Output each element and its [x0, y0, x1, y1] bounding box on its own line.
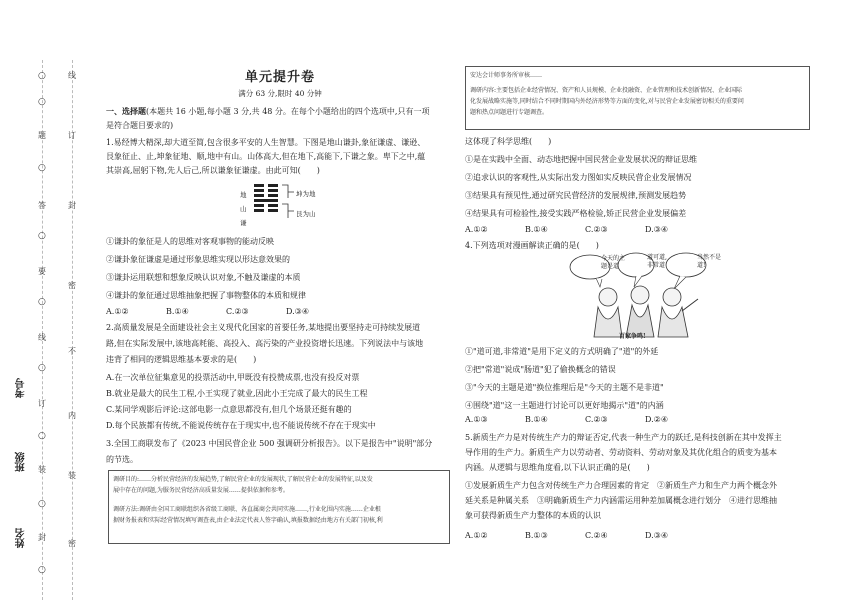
choice-b[interactable]: B.①④: [525, 415, 548, 424]
punch-hole: ○: [38, 97, 46, 107]
excerpt-line: 据财务报表和实际经营情况填写调查表,由企业法定代表人签字确认,填报数据经由地方有关部门初核,利: [113, 517, 383, 524]
bubble-line: 题是道: [601, 263, 620, 270]
seal-char: 题: [38, 131, 46, 140]
seal-char: 装: [68, 471, 76, 480]
binding-margin: [0, 0, 96, 608]
cut-line-outer: [42, 60, 43, 600]
choice-a[interactable]: A.①③: [465, 415, 488, 424]
question-1-option: ②谦卦象征谦虚是通过形象思维实现以形达意效果的: [106, 255, 290, 264]
hexagram-label-upper: 坤为地: [296, 190, 316, 198]
bubble-line: 当然不是: [697, 254, 722, 261]
choice-a[interactable]: A.①②: [465, 531, 488, 540]
question-2-option[interactable]: B.就业是最大的民生工程,小王实现了就业,因此小王完成了最大的民生工程: [106, 389, 368, 398]
question-1-option: ④谦卦的象征通过思维抽象把握了事物整体的本质和规律: [106, 291, 306, 300]
seal-char: 内: [68, 411, 76, 420]
question-2-stem: 违背了相同的逻辑思维基本要求的是( ): [106, 355, 257, 364]
question-1-stem: 1.易经博大精深,却大道至简,包含很多平安的人生智慧。下图是地山谦卦,象征谦虚、谦逊、: [106, 138, 426, 147]
hexagram-label: 地: [240, 191, 247, 199]
qian-hexagram-figure: [254, 184, 278, 214]
punch-hole: ○: [38, 71, 46, 81]
cartoon-caption: 百家争鸣!: [619, 333, 646, 340]
choice-c[interactable]: C.②③: [226, 307, 249, 316]
question-3-stem: 的节选。: [106, 455, 138, 464]
punch-hole: ○: [38, 499, 46, 509]
choice-d[interactable]: D.②④: [645, 415, 669, 424]
seal-char: 密: [68, 539, 76, 548]
seal-char: 答: [38, 201, 46, 210]
question-3-option: ④结果具有可检验性,接受实践严格检验,矫正民营企业发展偏差: [465, 209, 687, 218]
hexagram-label: 谦: [240, 219, 247, 227]
question-3-option: ③结果具有预见性,通过研究民营经济的发展规律,预测发展趋势: [465, 191, 687, 200]
question-2-option[interactable]: A.在一次单位征集意见的投票活动中,甲既没有投赞成票,也没有投反对票: [106, 373, 360, 382]
question-3-sub-stem: 这体现了科学思维( ): [465, 137, 552, 146]
punch-hole: ○: [38, 297, 46, 307]
choice-c[interactable]: C.②③: [585, 225, 608, 234]
name-label: 姓名: [16, 528, 27, 548]
question-5-option: ①发展新质生产力包含对传统生产力合理因素的肯定 ②新质生产力和生产力两个概念外: [465, 481, 777, 490]
section-desc: (本题共 16 小题,每小题 3 分,共 48 分。在每个小题给出的四个选项中,只有一项: [146, 107, 430, 116]
choice-c[interactable]: C.②③: [585, 415, 608, 424]
bubble-line: 道!: [697, 262, 706, 269]
section-desc: 是符合题目要求的): [106, 121, 174, 130]
question-5-option: 延关系是种属关系 ③明确新质生产力内涵需运用种差加属概念进行划分 ④进行思维抽: [465, 496, 777, 505]
bubble-line: 非常道: [647, 262, 666, 269]
question-4-option: ②把"常道"说成"肠道"犯了偷换概念的错误: [465, 365, 616, 374]
question-5-stem: 导作用的生产力。新质生产力以劳动者、劳动资料、劳动对象及其优化组合的质变为基本: [465, 448, 777, 457]
speech-bubble-2: [647, 254, 667, 270]
excerpt-line: 调研内容:主要包括企业经营情况、资产和人员规模、企业投融资、企业管理和技术创新情况、企业国际: [470, 87, 743, 94]
question-4-option: ④围绕"道"这一主题进行讨论可以更好地揭示"道"的内涵: [465, 401, 664, 410]
seal-char: 不: [68, 347, 76, 356]
seal-char: 封: [68, 201, 76, 210]
section-heading: [106, 106, 429, 117]
question-4-option: ①"道可道,非常道"是用下定义的方式明确了"道"的外延: [465, 347, 659, 356]
bubble-line: 今天的主: [601, 255, 626, 262]
question-3-option: ①是在实践中全面、动态地把握中国民营企业发展状况的辩证思维: [465, 155, 697, 164]
question-4-stem: 4.下列选项对漫画解读正确的是( ): [465, 241, 599, 250]
seal-char: 订: [38, 399, 46, 408]
punch-hole: ○: [38, 363, 46, 373]
page-title: 单元提升卷: [244, 70, 315, 85]
question-3-option: ②追求认识的客观性,从实际出发力图如实反映民营企业发展情况: [465, 173, 692, 182]
seal-char: 线: [68, 71, 76, 80]
seal-char: 密: [68, 281, 76, 290]
seal-char: 封: [38, 533, 46, 542]
question-2-stem: 2.高质量发展是全面建设社会主义现代化国家的首要任务,某地提出要坚持走可持续发展道: [106, 323, 421, 332]
question-1-stem: 其崇高,屈躬下物,先人后己,所以谦象征谦虚。由此可知( ): [106, 166, 320, 175]
choice-a[interactable]: A.①②: [465, 225, 488, 234]
section-title: 一、选择题: [106, 106, 146, 116]
choice-d[interactable]: D.③④: [645, 531, 669, 540]
excerpt-line: 展中存在的问题,为服务民营经济高质量发展……提供依据和参考。: [113, 487, 289, 494]
choice-d[interactable]: D.③④: [645, 225, 669, 234]
choice-b[interactable]: B.①③: [525, 531, 548, 540]
question-3-stem: 3.全国工商联发布了《2023 中国民营企业 500 强调研分析报告》。以下是报告中"说明"部分: [106, 439, 433, 448]
cut-line-inner: [72, 60, 73, 600]
speech-bubble-1: [601, 255, 625, 271]
speech-bubble-3: [697, 254, 721, 270]
choice-b[interactable]: B.①④: [525, 225, 548, 234]
question-1-option: ③谦卦运用联想和想象反映认识对象,不触及谦虚的本质: [106, 273, 301, 282]
question-2-stem: 路,但在实际发展中,该地高耗能、高投入、高污染的产业投资增长迅速。下列说法中与该地: [106, 339, 424, 348]
question-4-option: ③"今天的主题是道"换位推理后是"今天的主题不是非道": [465, 383, 664, 392]
punch-hole: ○: [38, 163, 46, 173]
report-excerpt-box: [108, 470, 450, 544]
question-5-option: 象可获得新质生产力整体的本质的认识: [465, 511, 601, 520]
hexagram-bracket: [280, 184, 296, 220]
choice-a[interactable]: A.①②: [106, 307, 129, 316]
class-label: 班级: [16, 452, 27, 472]
seal-char: 线: [38, 333, 46, 342]
choice-d[interactable]: D.③④: [286, 307, 310, 316]
excerpt-line: 化发展战略实施等,同时结合不同时期国内外经济形势等方面的变化,对与民营企业发展密切相关的重要问: [470, 98, 744, 105]
punch-hole: ○: [38, 565, 46, 575]
debate-cartoon: [556, 251, 716, 343]
punch-hole: ○: [38, 231, 46, 241]
seal-char: 装: [38, 465, 46, 474]
punch-hole: ○: [38, 431, 46, 441]
exam-number-label: 考号: [16, 378, 27, 398]
question-5-stem: 内涵。从逻辑与思维角度看,以下认识正确的是( ): [465, 463, 650, 472]
bubble-line: 道可道,: [647, 254, 667, 261]
excerpt-line: 安达会计师事务所审核……: [470, 72, 543, 79]
hexagram-label: 山: [240, 205, 247, 213]
excerpt-line: 题和热点问题进行专题调查。: [470, 109, 549, 116]
excerpt-line: 调研目的:……分析民营经济的发展趋势,了解民营企业的发展现状,了解民营企业的发展特征,以及发: [113, 476, 373, 483]
page-subtitle: 满分 63 分,限时 40 分钟: [238, 89, 322, 98]
report-excerpt-box-cont: [465, 66, 810, 130]
choice-c[interactable]: C.②④: [585, 531, 608, 540]
hexagram-label-lower: 艮为山: [296, 210, 316, 218]
question-2-option[interactable]: D.每个民族都有传统,不能说传统存在于现实中,也不能说传统不存在于现实中: [106, 421, 376, 430]
excerpt-line: 调研方法:调研由全国工商联组织各省级工商联、各直属商会共同实施……,行业化围内实施……企业根: [113, 506, 381, 513]
seal-char: 订: [68, 131, 76, 140]
question-2-option[interactable]: C.某同学观影后评论:这部电影一点意思都没有,但几个场景还挺有趣的: [106, 405, 352, 414]
seal-char: 要: [38, 267, 46, 276]
question-1-option: ①谦卦的象征是人的思维对客观事物的能动反映: [106, 237, 274, 246]
choice-b[interactable]: B.①④: [166, 307, 189, 316]
question-1-stem: 艮象征止、止,坤象征地、顺,地中有山。山体高大,但在地下,高能下,下谦之象。卑下之中,蕴: [106, 152, 426, 161]
question-5-stem: 5.新质生产力是对传统生产力的辩证否定,代表一种生产力的跃迁,是科技创新在其中发挥主: [465, 433, 782, 442]
